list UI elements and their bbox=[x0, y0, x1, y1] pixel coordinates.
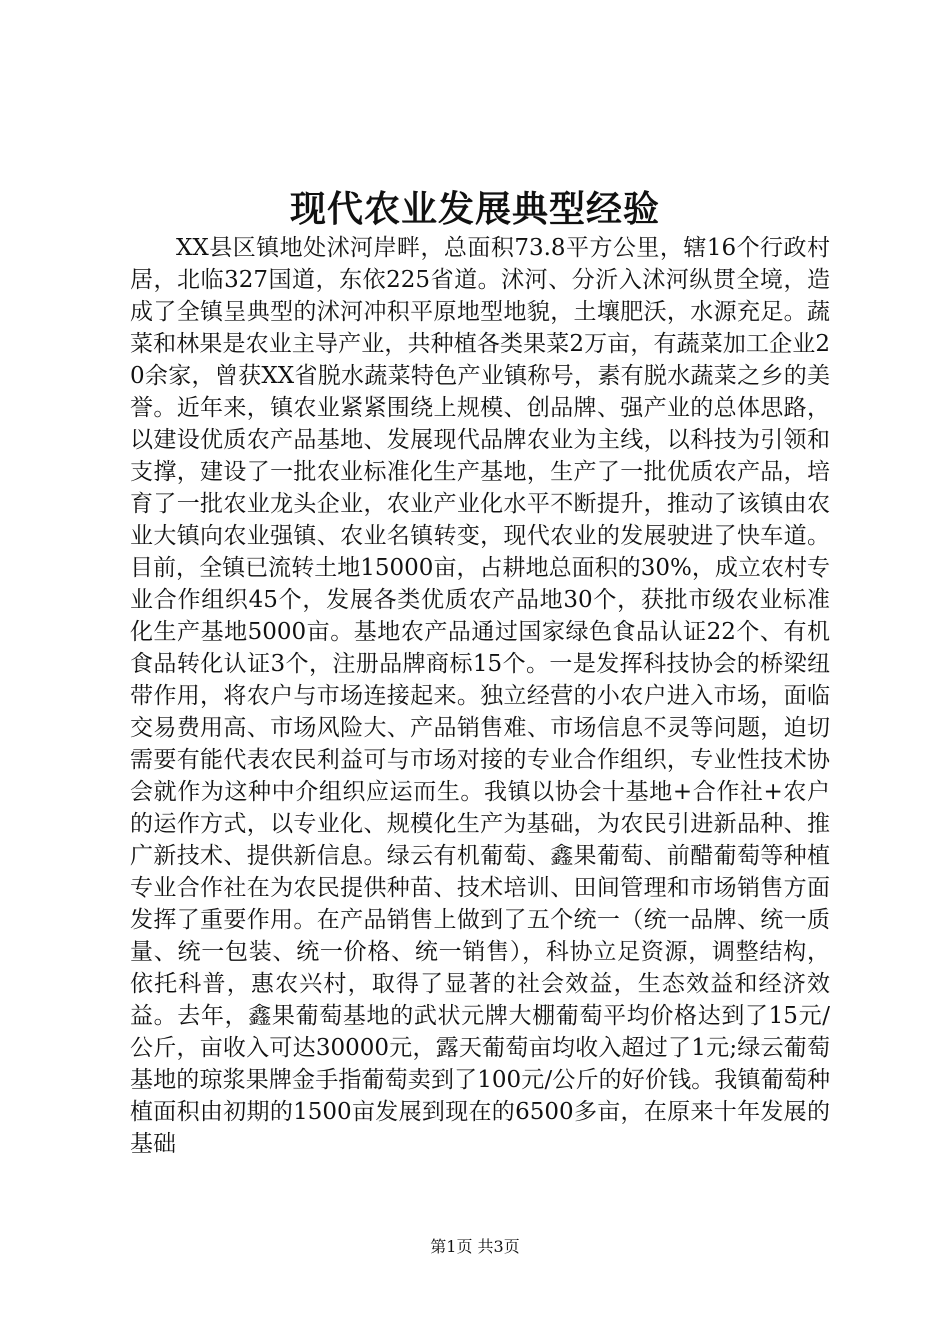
page-number: 第1页 共3页 bbox=[430, 1237, 520, 1256]
body-paragraph: XX县区镇地处沭河岸畔，总面积73.8平方公里，辖16个行政村居，北临327国道，东依225省道。沭河、分沂入沭河纵贯全境，造成了全镇呈典型的沭河冲积平原地型地貌，土壤肥沃，水源充足。蔬菜和林果是农业主导产业，共种植各类果菜2万亩，有蔬菜加工企业20余家，曾获XX省脱水蔬菜特色产业镇称号，素有脱水蔬菜之乡的美誉。近年来，镇农业紧紧围绕上规模、创品牌、强产业的总体思路，以建设优质农产品基地、发展现代品牌农业为主线，以科技为引领和支撑，建设了一批农业标准化生产基地，生产了一批优质农产品，培育了一批农业龙头企业，农业产业化水平不断提升，推动了该镇由农业大镇向农业强镇、农业名镇转变，现代农业的发展驶进了快车道。目前，全镇已流转土地15000亩，占耕地总面积的30%，成立农村专业合作组织45个，发展各类优质农产品地30个，获批市级农业标准化生产基地5000亩。基地农产品通过国家绿色食品认证22个、有机食品转化认证3个，注册品牌商标15个。一是发挥科技协会的桥梁纽带作用，将农户与市场连接起来。独立经营的小农户进入市场，面临交易费用高、市场风险大、产品销售难、市场信息不灵等问题，迫切需要有能代表农民利益可与市场对接的专业合作组织，专业性技术协会就作为这种中介组织应运而生。我镇以协会十基地+合作社+农户的运作方式，以专业化、规模化生产为基础，为农民引进新品种、推广新技术、提供新信息。绿云有机葡萄、鑫果葡萄、前醋葡萄等种植专业合作社在为农民提供种苗、技术培训、田间管理和市场销售方面发挥了重要作用。在产品销售上做到了五个统一（统一品牌、统一质量、统一包装、统一价格、统一销售），科协立足资源，调整结构，依托科普，惠农兴村，取得了显著的社会效益，生态效益和经济效益。去年，鑫果葡萄基地的武状元牌大棚葡萄平均价格达到了15元/公斤，亩收入可达30000元，露天葡萄亩均收入超过了1元;绿云葡萄基地的琼浆果牌金手指葡萄卖到了100元/公斤的好价钱。我镇葡萄种植面积由初期的1500亩发展到现在的6500多亩，在原来十年发展的基础 bbox=[130, 235, 830, 1157]
document-title: 现代农业发展典型经验 bbox=[289, 188, 660, 230]
